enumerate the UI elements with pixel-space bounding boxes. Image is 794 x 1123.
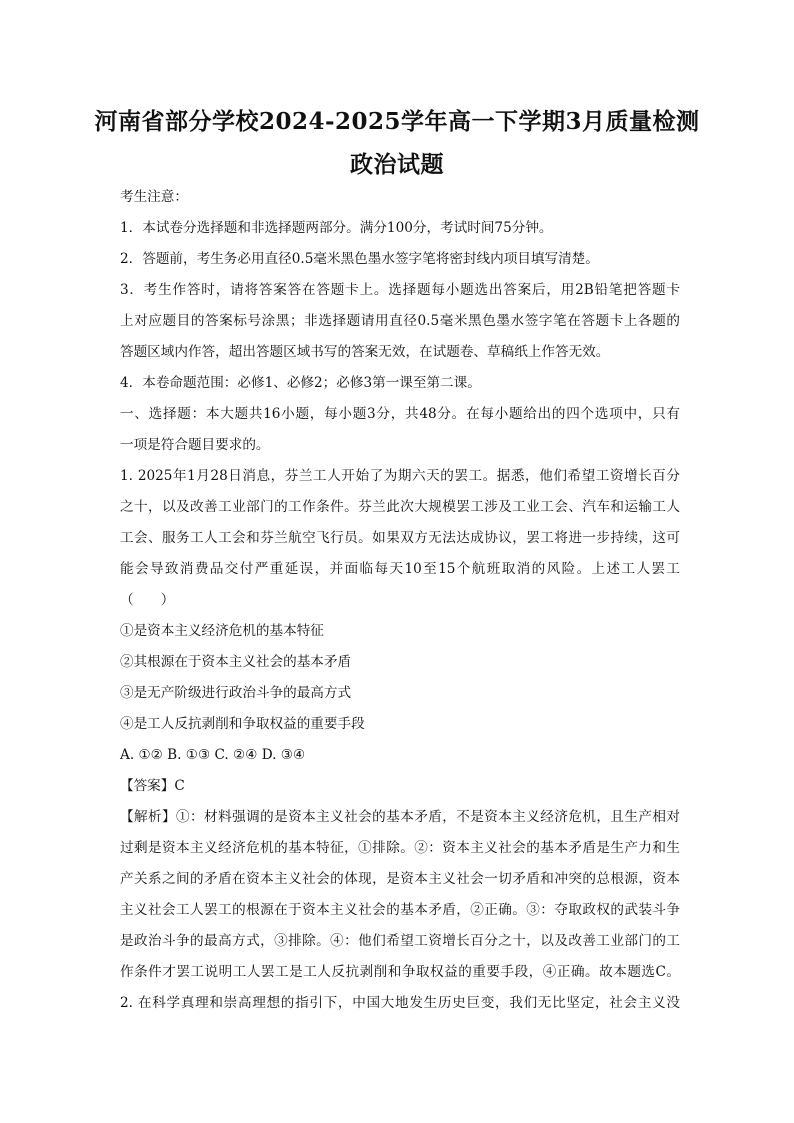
question-1-analysis-line-3: 产关系之间的矛盾在资本主义社会的体现，是资本主义社会一切矛盾和冲突的总根源，资本 bbox=[120, 871, 680, 887]
section-heading-cont: 一项是符合题目要求的。 bbox=[120, 437, 270, 453]
question-1-option-4: ④是工人反抗剥削和争取权益的重要手段 bbox=[120, 716, 365, 732]
notice-item-2: 2．答题前，考生务必用直径0.5毫米黑色墨水签字笔将密封线内项目填写清楚。 bbox=[120, 251, 599, 267]
question-1-blank: （ ） bbox=[120, 592, 175, 608]
question-1-stem-line-2: 之十，以及改善工业部门的工作条件。芬兰此次大规模罢工涉及工业工会、汽车和运输工人 bbox=[120, 499, 680, 515]
question-1-stem-line-3: 工会、服务工人工会和芬兰航空飞行员。如果双方无法达成协议，罢工将进一步持续，这可 bbox=[120, 530, 680, 546]
question-2-stem-line-1: 2. 在科学真理和崇高理想的指引下，中国大地发生历史巨变，我们无比坚定，社会主义没 bbox=[120, 995, 680, 1011]
notice-item-3: 3．考生作答时，请将答案答在答题卡上。选择题每小题选出答案后，用2B铅笔把答题卡 bbox=[120, 282, 680, 298]
notice-item-1: 1．本试卷分选择题和非选择题两部分。满分100分，考试时间75分钟。 bbox=[120, 220, 553, 236]
notice-heading: 考生注意： bbox=[120, 189, 188, 205]
section-heading: 一、选择题：本大题共16小题，每小题3分，共48分。在每小题给出的四个选项中，只有 bbox=[120, 406, 680, 422]
question-1-analysis-line-2: 过剩是资本主义经济危机的基本特征，①排除。②：资本主义社会的基本矛盾是生产力和生 bbox=[120, 840, 680, 856]
question-1-option-2: ②其根源在于资本主义社会的基本矛盾 bbox=[120, 654, 352, 670]
question-1-stem-line-1: 1. 2025年1月28日消息，芬兰工人开始了为期六天的罢工。据悉，他们希望工资增长百分 bbox=[120, 468, 680, 484]
exam-title: 河南省部分学校2024-2025学年高一下学期3月质量检测 bbox=[94, 108, 700, 135]
notice-item-4: 4．本卷命题范围：必修1、必修2；必修3第一课至第二课。 bbox=[120, 375, 481, 391]
notice-item-3-end: 答题区域内作答，超出答题区域书写的答案无效，在试题卷、草稿纸上作答无效。 bbox=[120, 344, 610, 360]
exam-subject-title: 政治试题 bbox=[350, 151, 444, 178]
question-1-option-3: ③是无产阶级进行政治斗争的最高方式 bbox=[120, 685, 352, 701]
question-1-stem-line-4: 能会导致消费品交付严重延误，并面临每天10至15个航班取消的风险。上述工人罢工 bbox=[120, 561, 680, 577]
question-1-choices: A. ①② B. ①③ C. ②④ D. ③④ bbox=[120, 747, 306, 763]
question-1-answer: 【答案】C bbox=[120, 778, 185, 794]
question-1-option-1: ①是资本主义经济危机的基本特征 bbox=[120, 623, 324, 639]
question-1-analysis-line-4: 主义社会工人罢工的根源在于资本主义社会的基本矛盾，②正确。③：夺取政权的武装斗争 bbox=[120, 902, 680, 918]
question-1-analysis-line-5: 是政治斗争的最高方式，③排除。④：他们希望工资增长百分之十，以及改善工业部门的工 bbox=[120, 933, 680, 949]
question-1-analysis-line-1: 【解析】①：材料强调的是资本主义社会的基本矛盾，不是资本主义经济危机，且生产相对 bbox=[120, 809, 680, 825]
notice-item-3-cont: 上对应题目的答案标号涂黑；非选择题请用直径0.5毫米黑色墨水签字笔在答题卡上各题的 bbox=[120, 313, 680, 329]
question-1-analysis-line-6: 作条件才罢工说明工人罢工是工人反抗剥削和争取权益的重要手段，④正确。故本题选C。 bbox=[120, 964, 680, 980]
